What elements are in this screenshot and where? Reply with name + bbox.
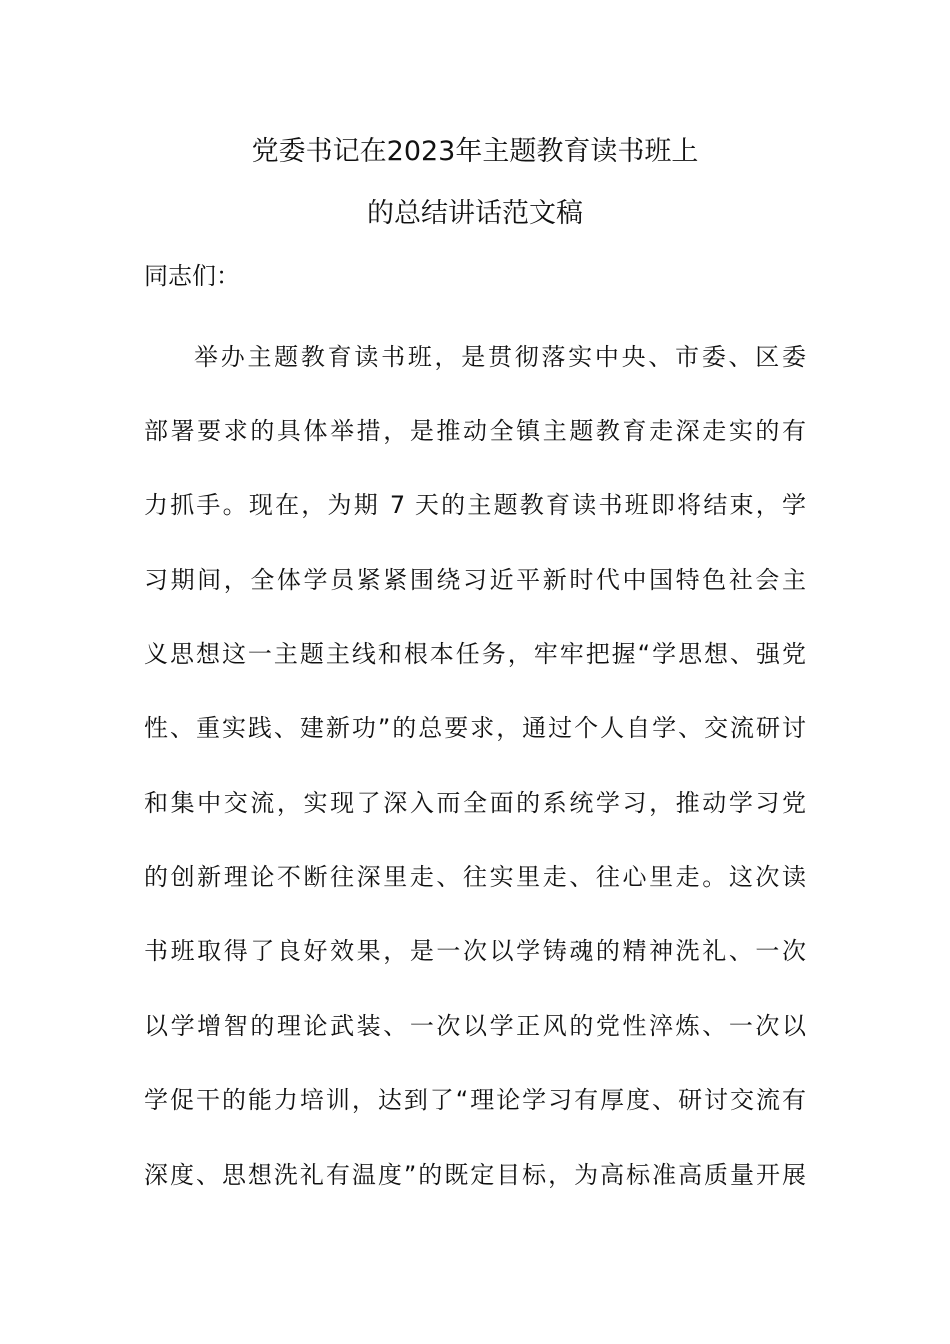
paragraph-line: 的创新理论不断往深里走、往实里走、往心里走。这次读 (144, 863, 806, 891)
document-title-line-1: 党委书记在2023年主题教育读书班上 (251, 136, 699, 167)
salutation: 同志们： (144, 262, 240, 290)
paragraph-line: 力抓手。现在，为期 7 天的主题教育读书班即将结束，学 (144, 491, 806, 519)
paragraph-line: 学促干的能力培训，达到了“理论学习有厚度、研讨交流有 (144, 1086, 806, 1114)
document-title-line-2: 的总结讲话范文稿 (367, 198, 583, 229)
paragraph-line: 以学增智的理论武装、一次以学正风的党性淬炼、一次以 (144, 1012, 806, 1040)
paragraph-line: 义思想这一主题主线和根本任务，牢牢把握“学思想、强党 (144, 640, 806, 668)
paragraph-line: 习期间，全体学员紧紧围绕习近平新时代中国特色社会主 (144, 566, 806, 594)
paragraph-line: 和集中交流，实现了深入而全面的系统学习，推动学习党 (144, 789, 806, 817)
paragraph-line: 举办主题教育读书班，是贯彻落实中央、市委、区委 (194, 343, 806, 371)
paragraph-line: 深度、思想洗礼有温度”的既定目标，为高标准高质量开展 (144, 1161, 806, 1189)
paragraph-line: 书班取得了良好效果，是一次以学铸魂的精神洗礼、一次 (144, 937, 806, 965)
paragraph-line: 性、重实践、建新功”的总要求，通过个人自学、交流研讨 (144, 714, 806, 742)
paragraph-line: 部署要求的具体举措，是推动全镇主题教育走深走实的有 (144, 417, 806, 445)
